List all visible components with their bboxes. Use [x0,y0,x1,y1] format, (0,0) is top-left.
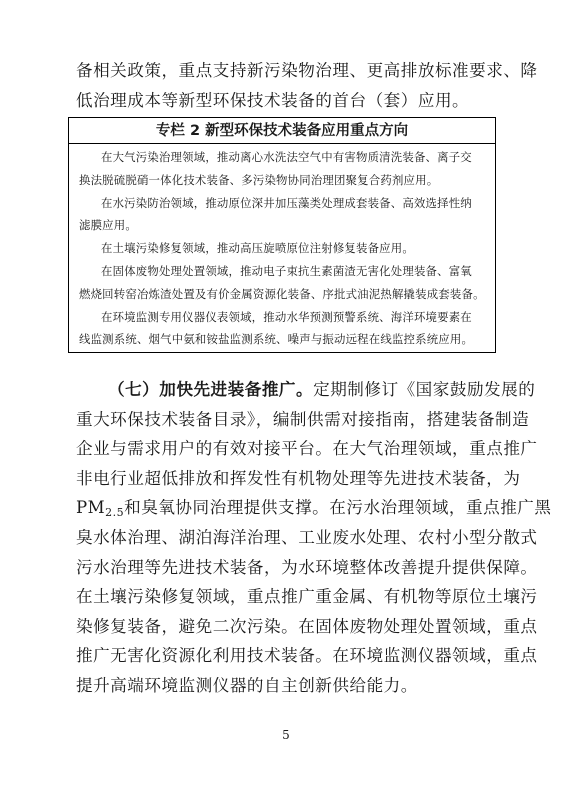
column-box-line: 换法脱硫脱硝一体化技术装备、多污染物协同治理团聚复合药剂应用。 [79,173,439,187]
section7-line-11: 提升高端环境监测仪器的自主创新供给能力。 [76,676,418,695]
section7-line-4: 非电行业超低排放和挥发性有机物处理等先进技术装备，为 [76,469,521,488]
section7-line-9: 染修复装备，避免二次污染。在固体废物处理处置领域，重点 [76,617,538,636]
page-number: 5 [282,728,290,742]
section7-line-2: 重大环保技术装备目录》，编制供需对接指南，搭建装备制造 [76,410,530,429]
column-box-line: 在大气污染治理领域，推动离心水洗法空气中有害物质清洗装备、离子交 [101,150,472,164]
intro-line-2: 低治理成本等新型环保技术装备的首台（套）应用。 [76,91,470,110]
column-box-line: 燃烧回转窑冶炼渣处置及有价金属资源化装备、序批式油泥热解撬装成套装备。 [79,287,485,301]
column-box-line: 滤膜应用。 [79,218,137,232]
section7-line-10: 推广无害化资源化利用技术装备。在环境监测仪器领域，重点 [76,646,538,665]
column-box-line: 在固体废物处理处置领域，推动电子束抗生素菌渣无害化处理装备、富氧 [101,264,472,278]
section7-line-1 [76,380,536,400]
pm-label: PM [76,498,106,517]
section7-heading: （七）加快先进装备推广。 [108,380,314,399]
section7-line-7: 污水治理等先进技术装备，为水环境整体改善提升提供保障。 [76,558,538,577]
pm-subscript: 2.5 [105,506,125,519]
section7-line-3: 企业与需求用户的有效对接平台。在大气治理领域，重点推广 [76,439,538,458]
column-box-title: 专栏 2 新型环保技术装备应用重点方向 [69,118,495,144]
section7-line-6: 臭水体治理、湖泊海洋治理、工业废水处理、农村小型分散式 [76,528,538,547]
column-box-line: 在水污染防治领域，推动原位深井加压藻类处理成套装备、高效选择性纳 [101,196,472,210]
section7-line-5 [76,498,552,523]
intro-line-1: 备相关政策，重点支持新污染物治理、更高排放标准要求、降 [76,61,538,80]
section7-text: 定期制修订《国家鼓励发展的 [313,380,536,399]
column-box-line: 在环境监测专用仪器仪表领域，推动水华预测预警系统、海洋环境要素在 [101,310,472,324]
column-box-line: 在土壤污染修复领域，推动高压旋喷原位注射修复装备应用。 [101,241,414,255]
column-box-line: 线监测系统、烟气中氨和铵盐监测系统、噪声与振动远程在线监控系统应用。 [79,332,474,346]
section7-line-8: 在土壤污染修复领域，重点推广重金属、有机物等原位土壤污 [76,587,538,606]
section7-text: 和臭氧协同治理提供支撑。在污水治理领域，重点推广黑 [124,498,552,517]
column-box [68,117,496,353]
